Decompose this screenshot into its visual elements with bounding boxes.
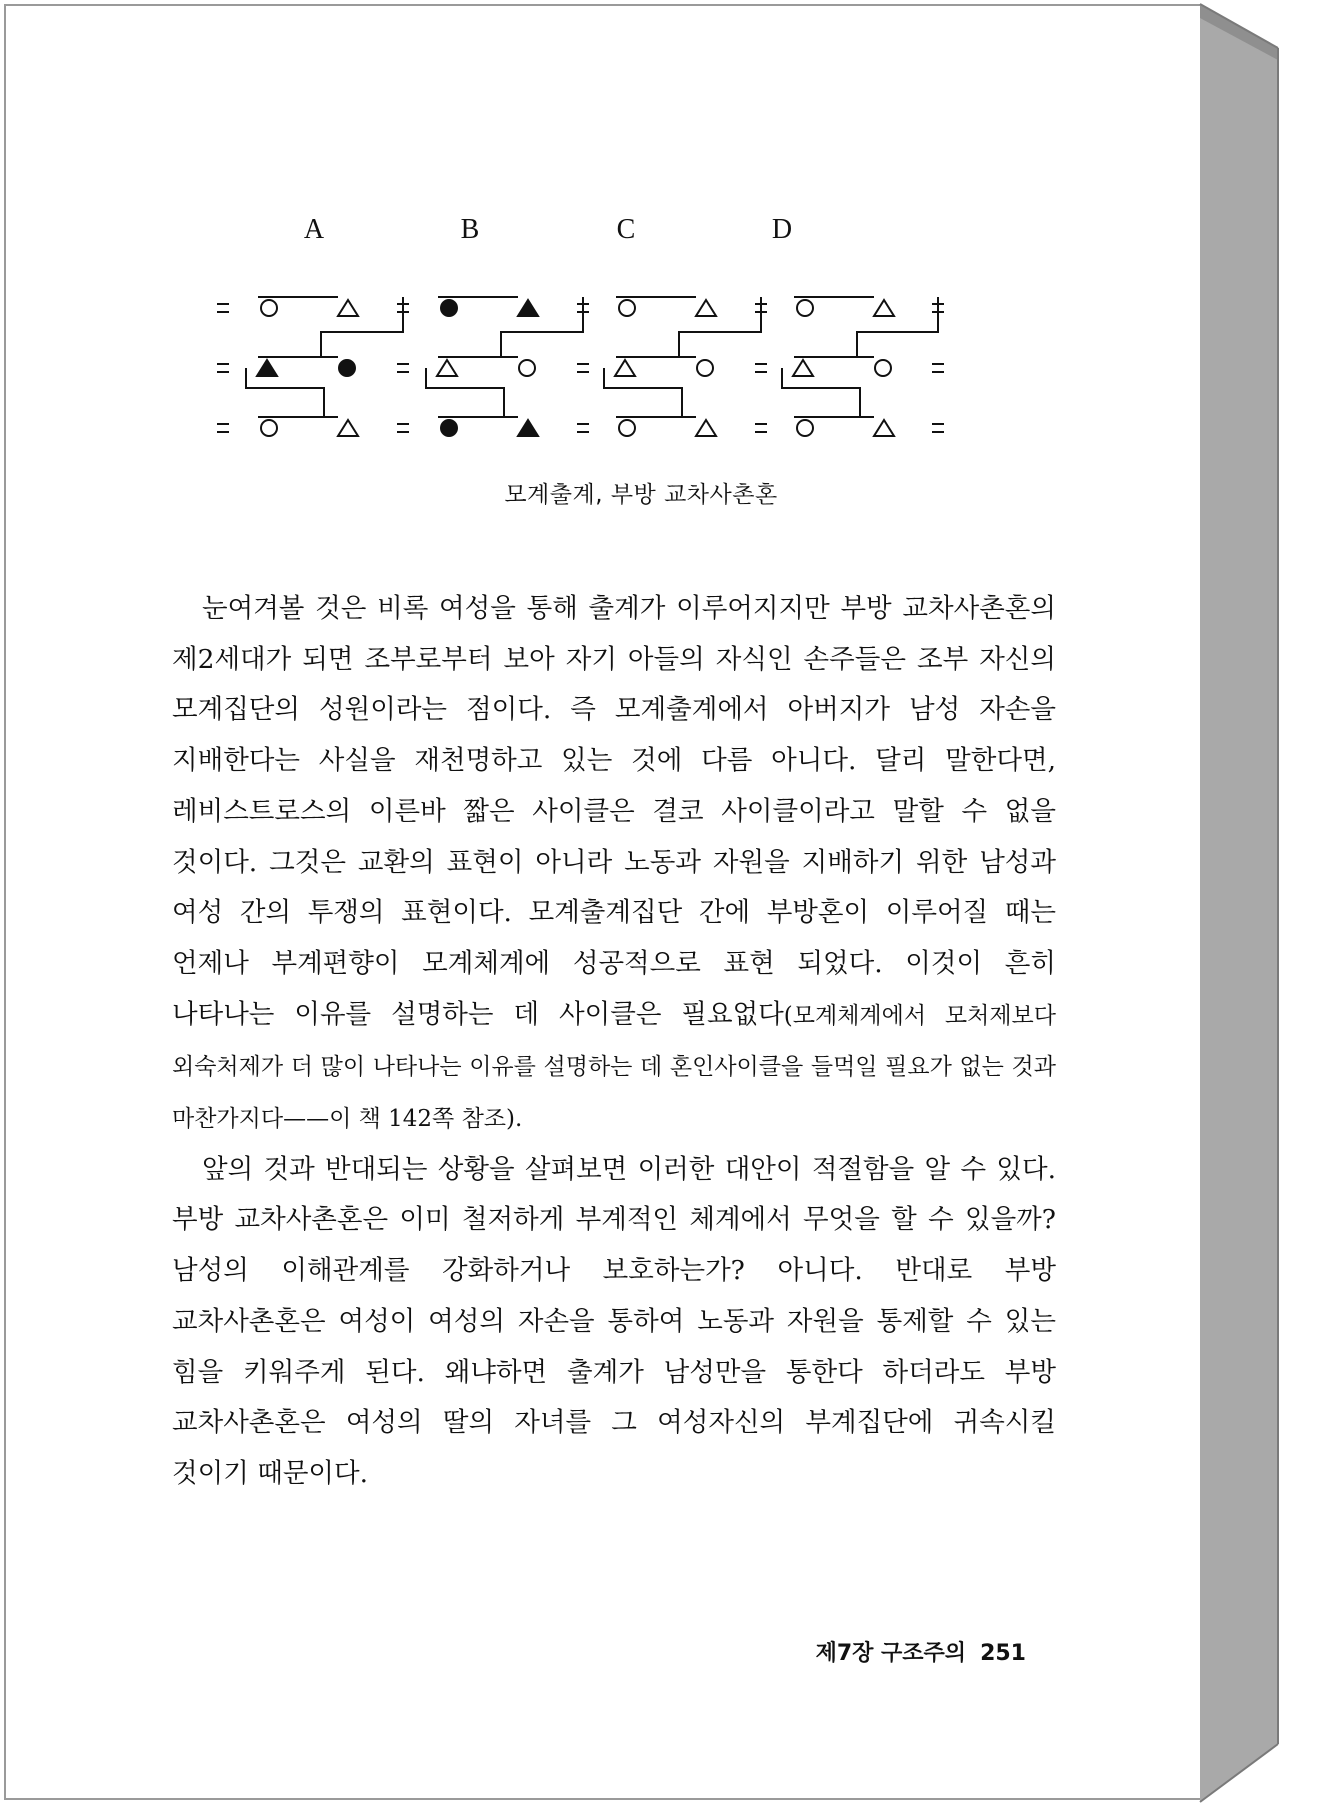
column-label-a: A [303,214,325,245]
figure-caption: 모계출계, 부방 교차사촌혼 [504,482,778,508]
column-label-d: D [771,214,793,245]
paragraph-1-note: (모계체계에서 모처제보다 외숙처제가 더 많이 나타나는 이유를 설명하는 데 혼인사이클을 들먹일 필요가 없는 것과 마찬가지다——이 책 142쪽 참조). [172,1002,1056,1133]
paragraph-2: 앞의 것과 반대되는 상황을 살펴보면 이러한 대안이 적절함을 알 수 있다. 부방 교차사촌혼은 이미 철저하게 부계적인 체계에서 무엇을 할 수 있을까? 남성의 이해관계를 강화하거나 보호하는가? 아니다. 반대로 부방 교차사촌혼은 여성이 여성의 자손을 통하여 노동과 자원을 통제할 수 있는 힘을 키워주게 된다. 왜냐하면 출계가 남성만을 통한다 하더라도 부방 교차사촌혼은 여성의 딸의 자녀를 그 여성자신의 부계집단에 귀속시킬 것이기 때문이다. [172,1153,1056,1489]
paragraph-1-text: 눈여겨볼 것은 비록 여성을 통해 출계가 이루어지지만 부방 교차사촌혼의 제2세대가 되면 조부로부터 보아 자기 아들의 자식인 손주들은 조부 자신의 모계집단의 성원이라는 점이다. 즉 모계출계에서 아버지가 남성 자손을 지배한다는 사실을 재천명하고 있는 것에 다름 아니다. 달리 말한다면, 레비스트로스의 이른바 짧은 사이클은 결코 사이클이라고 말할 수 없을 것이다. 그것은 교환의 표현이 아니라 노동과 자원을 지배하기 위한 남성과 여성 간의 투쟁의 표현이다. 모계출계집단 간에 부방혼이 이루어질 때는 언제나 부계편향이 모계체계에 성공적으로 표현 되었다. 이것이 흔히 나타나는 이유를 설명하는 데 사이클은 필요없다 [172,593,1056,1030]
column-label-b: B [460,214,480,245]
column-label-c: C [616,214,636,245]
chapter-title: 제7장 구조주의 [815,1641,967,1666]
page-number: 251 [980,1641,1026,1666]
